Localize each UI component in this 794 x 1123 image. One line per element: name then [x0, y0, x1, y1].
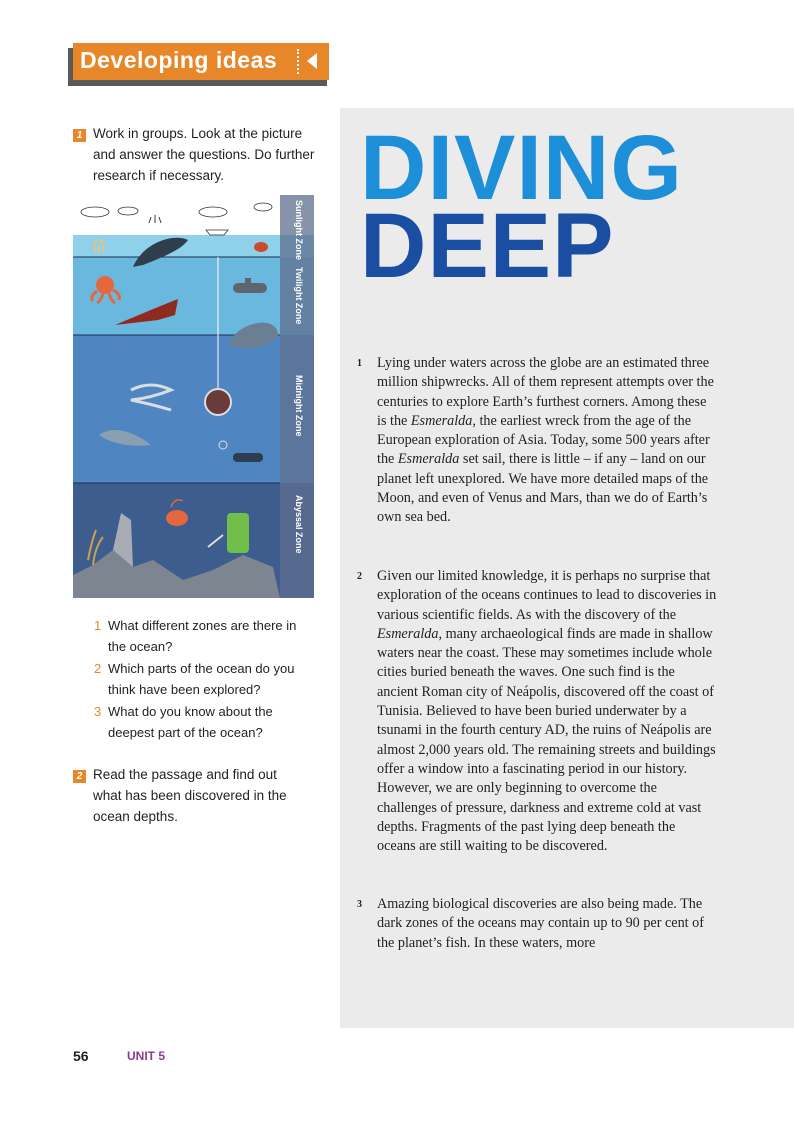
question-3: [94, 701, 314, 743]
paragraph-number: 2: [357, 571, 362, 582]
question-2: [94, 658, 314, 700]
unit-label: UNIT 5: [127, 1049, 166, 1063]
task-number-badge: 1: [73, 129, 86, 142]
header-divider: [297, 49, 299, 74]
zone-label-sunlight: Sunlight Zone: [294, 200, 304, 260]
zone-label-midnight: Midnight Zone: [294, 375, 304, 437]
article-paragraph-2: Given our limited knowledge, it is perhaps no surprise that exploration of the oceans continues to lead to discoveries in various scientific fields. As with the discovery of the Esmeralda, many archaeological finds are made in shallow waters near the coast. These may sometimes include whole cities buried beneath the waves. One such find is the ancient Roman city of Neápolis, discovered off the coast of Tunisia. Believed to have been buried underwater by a tsunami in the fourth century AD, the ruins of Neápolis are almost 2,000 years old. The remaining streets and buildings offer a window into a fascinating period in our history. However, we are only beginning to overcome the challenges of pressure, darkness and extreme cold at vast depths. Fragments of the past lying deep beneath the oceans are still waiting to be discovered.: [377, 568, 717, 855]
question-text: What do you know about the deepest part of the ocean?: [108, 704, 273, 740]
boat-icon: [206, 230, 228, 235]
zone-label-twilight: Twilight Zone: [294, 267, 304, 325]
article-paragraph-3: Amazing biological discoveries are also being made. The dark zones of the oceans may contain up to 90 per cent of the planet’s fish. In these waters, more: [377, 896, 704, 951]
page-number: 56: [73, 1048, 89, 1064]
article-paragraph-1: Lying under waters across the globe are an estimated three million shipwrecks. All of them represent attempts over the centuries to explore Earth’s furthest corners. Among these is the Esmeralda, the earliest wreck from the age of the European exploration of Asia. Today, some 500 years after the Esmeralda set sail, there is little – if any – land on our planet left unexplored. We have more detailed maps of the Moon, and even of Venus and Mars, than we do of Earth’s own sea bed.: [377, 355, 714, 526]
section-title: Developing ideas: [80, 47, 278, 73]
question-text: Which parts of the ocean do you think have been explored?: [108, 661, 295, 697]
paragraph-number: 1: [357, 358, 362, 369]
turtle-icon: [254, 242, 268, 252]
arrow-left-icon: [307, 53, 317, 69]
zone-label-abyssal: Abyssal Zone: [294, 495, 304, 554]
paragraph-number: 3: [357, 899, 362, 910]
article-title-line-1: DIVING: [360, 117, 683, 219]
ocean-zones-illustration: [73, 195, 314, 598]
article-title-line-2: DEEP: [360, 195, 615, 297]
task-1-instruction: Work in groups. Look at the picture and answer the questions. Do further research if necessary.: [93, 126, 315, 183]
question-text: What different zones are there in the ocean?: [108, 618, 297, 654]
question-1: [94, 615, 314, 657]
bathysphere-icon: [205, 389, 231, 415]
question-number: 3: [94, 704, 102, 719]
section-header: [73, 43, 329, 80]
question-number: 1: [94, 618, 102, 633]
task-number-badge: 2: [73, 770, 86, 783]
task-2-instruction: Read the passage and find out what has been discovered in the ocean depths.: [93, 767, 287, 824]
question-number: 2: [94, 661, 102, 676]
